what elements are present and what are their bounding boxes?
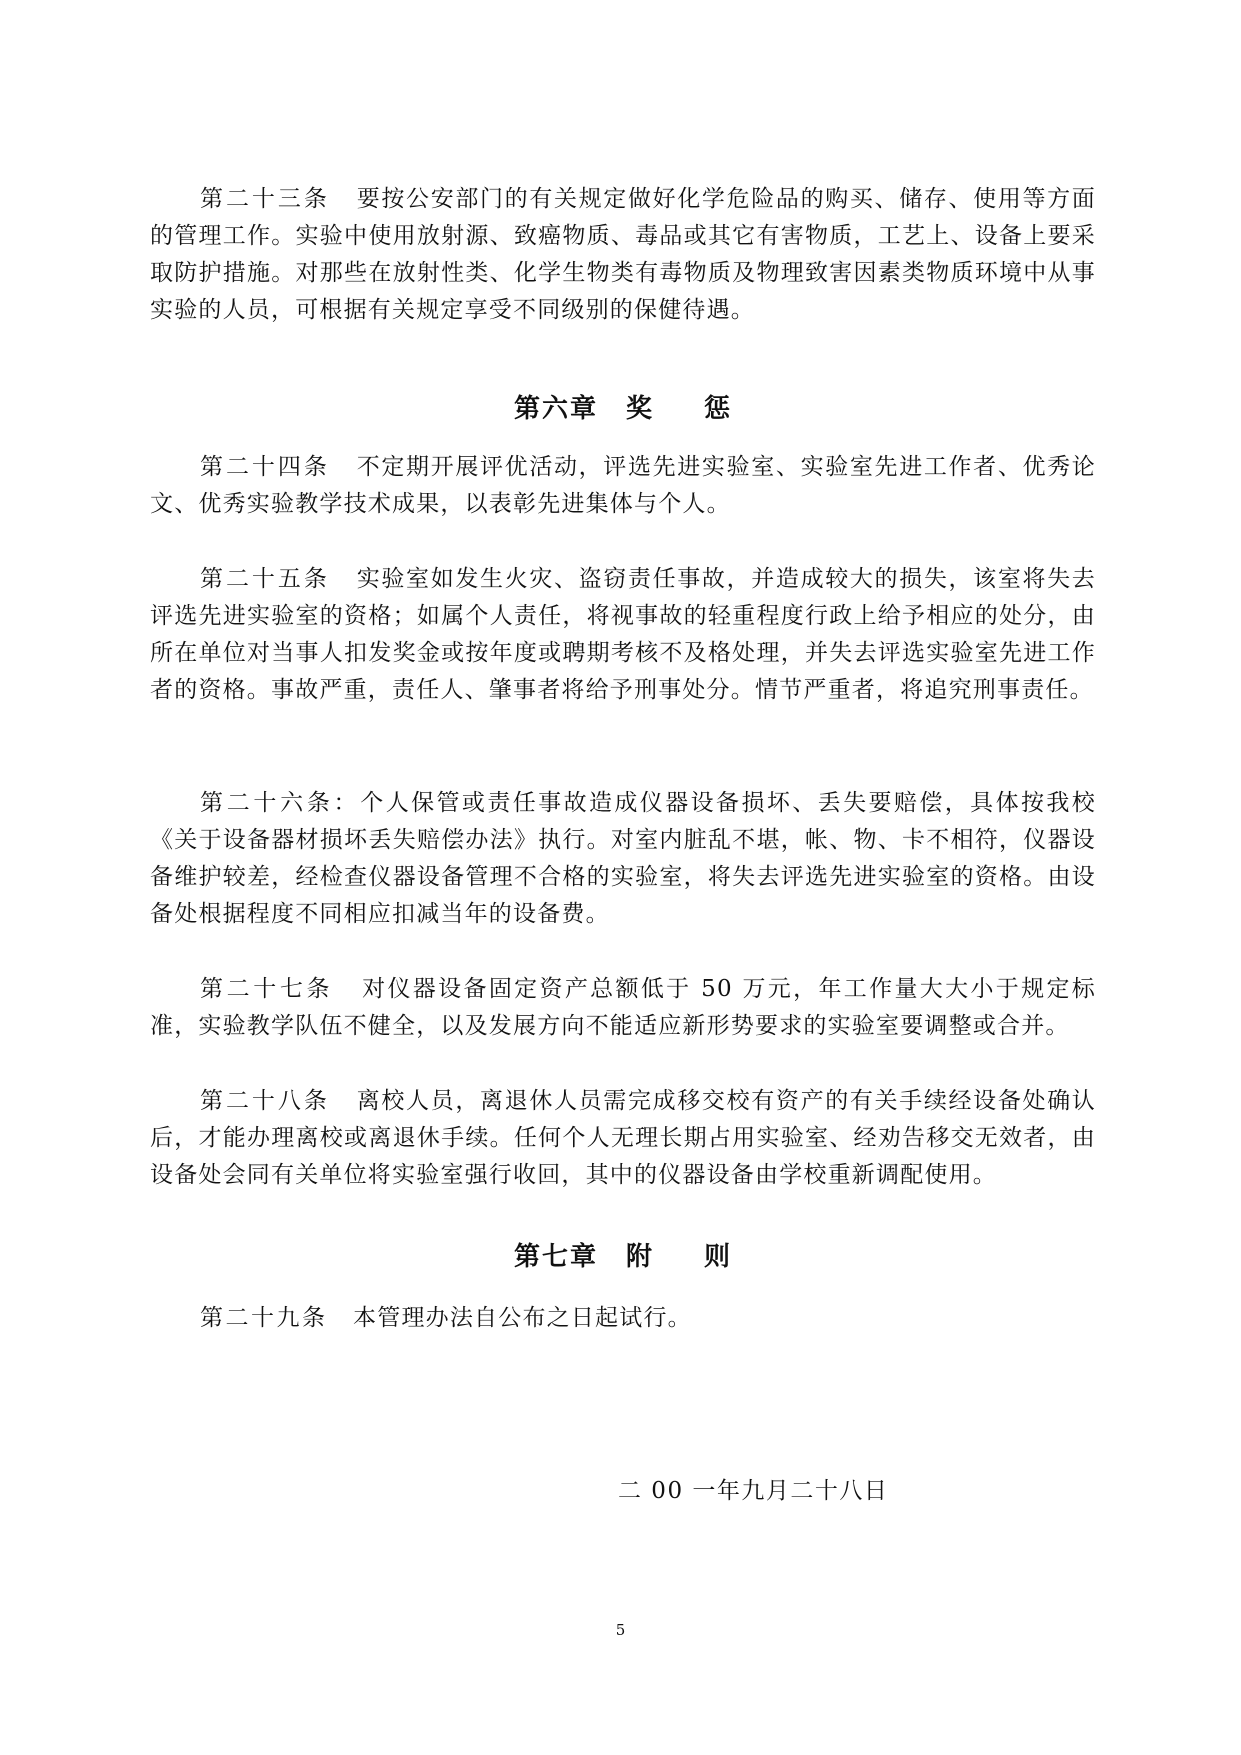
article-29 bbox=[150, 1300, 1096, 1337]
article-text: 个人保管或责任事故造成仪器设备损坏、丢失要赔偿，具体按我校《关于设备器材损坏丢失赔偿办法》执行。对室内脏乱不堪，帐、物、卡不相符，仪器设备维护较差，经检查仪器设备管理不合格的实验室，将失去评选先进实验室的资格。由设备处根据程度不同相应扣减当年的设备费。 bbox=[150, 790, 1097, 927]
article-text: 要按公安部门的有关规定做好化学危险品的购买、储存、使用等方面的管理工作。实验中使用放射源、致癌物质、毒品或其它有害物质，工艺上、设备上要采取防护措施。对那些在放射性类、化学生物类有毒物质及物理致害因素类物质环境中从事实验的人员，可根据有关规定享受不同级别的保健待遇。 bbox=[150, 186, 1097, 323]
chapter-number: 第六章 bbox=[513, 394, 598, 424]
article-number: 第二十九条 bbox=[200, 1305, 328, 1331]
article-26 bbox=[150, 785, 1096, 933]
article-number: 第二十六条： bbox=[200, 790, 361, 816]
article-text: 实验室如发生火灾、盗窃责任事故，并造成较大的损失，该室将失去评选先进实验室的资格；如属个人责任，将视事故的轻重程度行政上给予相应的处分，由所在单位对当事人扣发奖金或按年度或聘期考核不及格处理，并失去评选实验室先进工作者的资格。事故严重，责任人、肇事者将给予刑事处分。情节严重者，将追究刑事责任。 bbox=[150, 566, 1097, 703]
article-25 bbox=[150, 561, 1096, 709]
chapter-6-heading bbox=[150, 388, 1096, 425]
chapter-7-heading bbox=[150, 1236, 1096, 1273]
chapter-title-char-1: 奖 bbox=[625, 394, 654, 424]
article-text: 对仪器设备固定资产总额低于 50 万元，年工作量大大小于规定标准，实验教学队伍不健全，以及发展方向不能适应新形势要求的实验室要调整或合并。 bbox=[150, 976, 1097, 1039]
article-28 bbox=[150, 1083, 1096, 1194]
chapter-title-char-2: 则 bbox=[704, 1242, 733, 1272]
article-text: 离校人员，离退休人员需完成移交校有资产的有关手续经设备处确认后，才能办理离校或离退休手续。任何个人无理长期占用实验室、经劝告移交无效者，由设备处会同有关单位将实验室强行收回，其中的仪器设备由学校重新调配使用。 bbox=[150, 1088, 1097, 1188]
article-number: 第二十七条 bbox=[200, 976, 334, 1002]
chapter-number: 第七章 bbox=[513, 1242, 598, 1272]
article-number: 第二十四条 bbox=[200, 454, 330, 480]
issue-date: 二 00 一年九月二十八日 bbox=[618, 1478, 889, 1504]
article-23 bbox=[150, 181, 1096, 329]
article-text: 本管理办法自公布之日起试行。 bbox=[353, 1305, 692, 1331]
article-27 bbox=[150, 971, 1096, 1045]
article-number: 第二十三条 bbox=[200, 186, 330, 212]
article-text: 不定期开展评优活动，评选先进实验室、实验室先进工作者、优秀论文、优秀实验教学技术成果，以表彰先进集体与个人。 bbox=[150, 454, 1097, 517]
article-number: 第二十八条 bbox=[200, 1088, 330, 1114]
article-number: 第二十五条 bbox=[200, 566, 330, 592]
article-24 bbox=[150, 449, 1096, 523]
chapter-title-char-1: 附 bbox=[625, 1242, 654, 1272]
page-number: 5 bbox=[615, 1621, 626, 1639]
chapter-title-char-2: 惩 bbox=[704, 394, 733, 424]
